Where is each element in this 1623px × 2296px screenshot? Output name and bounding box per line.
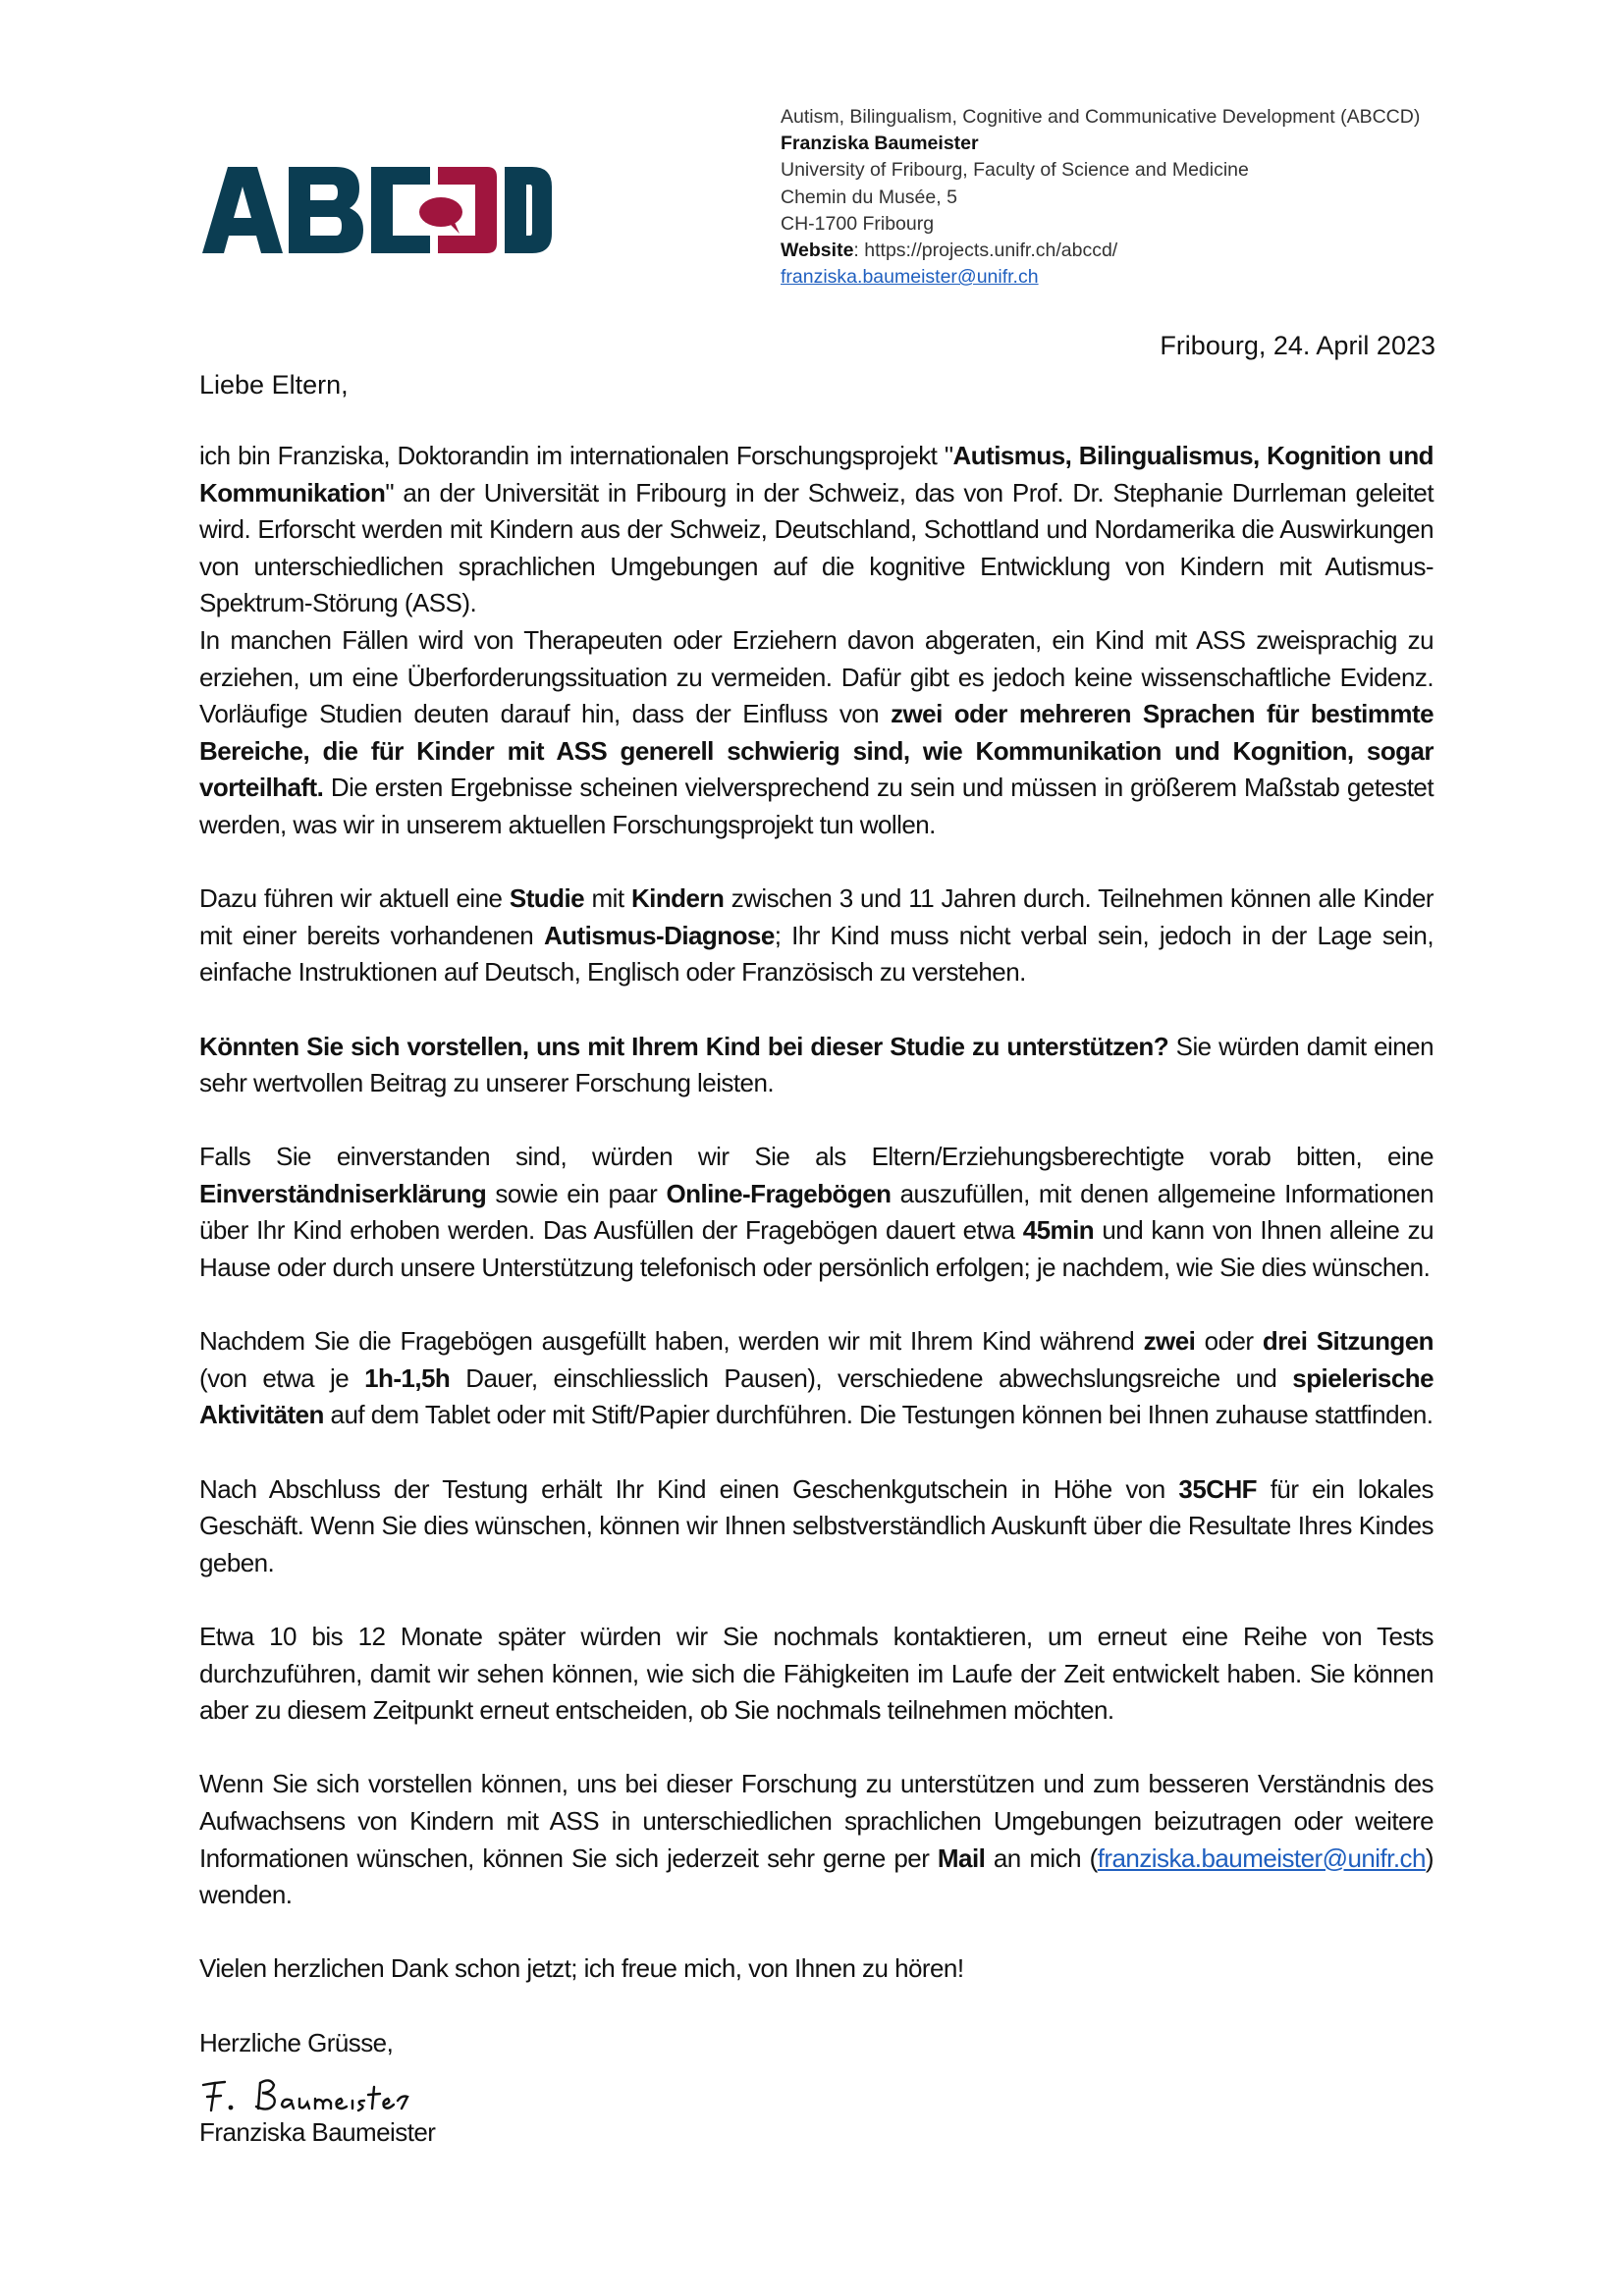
paragraph-contact (199, 1766, 1434, 1913)
signer-name: Franziska Baumeister (199, 2117, 436, 2148)
paragraph-study (199, 881, 1434, 991)
paragraph-sessions (199, 1323, 1434, 1434)
text: für ein lokales Geschäft. Wenn Sie dies wünschen, können wir Ihnen selbstverständlich Auskunft über die Resultate Ihres Kindes geben. (199, 1473, 1434, 1577)
text: Etwa 10 bis 12 Monate später würden wir Sie nochmals kontaktieren, um erneut eine Reihe von Tests durchzuführen, damit wir sehen können, wie sich die Fähigkeiten im Laufe der Zeit entwickelt haben. Sie können aber zu diesem Zeitpunkt erneut entscheiden, ob Sie nochmals teilnehmen möchten. (199, 1622, 1434, 1726)
institution: University of Fribourg, Faculty of Science and Medicine (781, 159, 1249, 182)
emphasis: 35CHF (1178, 1473, 1258, 1504)
paragraph-consent (199, 1139, 1434, 1286)
header-email-link[interactable]: franziska.baumeister@unifr.ch (781, 266, 1039, 289)
closing: Herzliche Grüsse, (199, 2027, 394, 2057)
text: Vielen herzlichen Dank schon jetzt; ich freue mich, von Ihnen zu hören! (199, 1953, 964, 1984)
greeting: Liebe Eltern, (199, 370, 349, 400)
project-title: Autismus, Bilingualismus, Kognition und Kommunikation (199, 441, 1434, 507)
emphasis: zwei oder mehreren Sprachen für bestimmte Bereiche, die für Kinder mit ASS generell schwierig sind, wie Kommunikation und Kognition, sogar vorteilhaft. (199, 699, 1434, 803)
handwritten-signature (199, 2073, 1434, 2116)
text: Dazu führen wir aktuell eine (199, 883, 510, 914)
website-label: Website (781, 240, 854, 262)
emphasis: Kindern (630, 883, 725, 914)
paragraph-intro (199, 438, 1434, 622)
emphasis: 1h-1,5h (364, 1362, 451, 1393)
sender-name: Franziska Baumeister (781, 133, 979, 155)
emphasis: Online-Fragebögen (666, 1178, 892, 1208)
text: Wenn Sie sich vorstellen können, uns bei dieser Forschung zu unterstützen und zum besseren Verständnis des Aufwachsens von Kindern mit ASS in unterschiedlichen sprachlichen Umgebungen beizutragen oder weitere Informationen wünschen, können Sie sich jederzeit sehr gerne per (199, 1769, 1434, 1873)
paragraph-voucher (199, 1471, 1434, 1582)
paragraph-request (199, 1029, 1434, 1102)
text: an mich ( (985, 1842, 1098, 1873)
text: zwischen 3 und 11 Jahren durch. Teilnehmen können alle Kinder mit einer bereits vorhandenen (199, 883, 1434, 950)
text: Die ersten Ergebnisse scheinen vielversprechend zu sein und müssen in größerem Maßstab getestet werden, was wir in unserem aktuellen Forschungsprojekt tun wollen. (199, 773, 1434, 839)
emphasis: drei Sitzungen (1262, 1326, 1434, 1357)
text: Nach Abschluss der Testung erhält Ihr Kind einen Geschenkgutschein in Höhe von (199, 1473, 1179, 1504)
paragraph-thanks (199, 1950, 1434, 1988)
website-url: : https://projects.unifr.ch/abccd/ (853, 240, 1118, 262)
text: mit (584, 883, 631, 914)
emphasis: Autismus-Diagnose (543, 920, 775, 950)
text: Nachdem Sie die Fragebögen ausgefüllt haben, werden wir mit Ihrem Kind während (199, 1326, 1144, 1357)
text: ) wenden. (199, 1842, 1434, 1910)
city-address: CH-1700 Fribourg (781, 212, 935, 235)
text: In manchen Fällen wird von Therapeuten oder Erziehern davon abgeraten, ein Kind mit ASS zweisprachig zu erziehen, um eine Überforderungssituation zu vermeiden. Dafür gibt es jedoch keine wissenschaftliche Evidenz. Vorläufige Studien deuten darauf hin, dass der Einfluss von (199, 624, 1434, 729)
emphasis: 45min (1022, 1215, 1095, 1246)
text: und kann von Ihnen alleine zu Hause oder durch unsere Unterstützung telefonisch oder persönlich erfolgen; je nachdem, wie Sie dies wünschen. (199, 1215, 1434, 1283)
website-line (781, 238, 1420, 264)
emphasis: Mail (937, 1842, 986, 1873)
emphasis: zwei (1143, 1326, 1196, 1357)
text: Sie würden damit einen sehr wertvollen Beitrag zu unserer Forschung leisten. (199, 1031, 1434, 1098)
text: ich bin Franziska, Doktorandin im internationalen Forschungsprojekt " (199, 441, 953, 470)
signature-graphic (199, 2073, 425, 2116)
emphasis: Könnten Sie sich vorstellen, uns mit Ihrem Kind bei dieser Studie zu unterstützen? (199, 1031, 1169, 1061)
text: auszufüllen, mit denen allgemeine Informationen über Ihr Kind erhoben werden. Das Ausfüllen der Fragebögen dauert etwa (199, 1178, 1434, 1246)
text: auf dem Tablet oder mit Stift/Papier durchführen. Die Testungen können bei Ihnen zuhause stattfinden. (323, 1400, 1434, 1430)
text: sowie ein paar (486, 1178, 667, 1208)
text: (von etwa je (199, 1362, 365, 1393)
text: oder (1195, 1326, 1263, 1357)
letterhead-address (781, 104, 1420, 291)
text: ; Ihr Kind muss nicht verbal sein, jedoch in der Lage sein, einfache Instruktionen auf Deutsch, Englisch oder Französisch zu verstehen. (199, 920, 1434, 988)
letter-body (199, 438, 1434, 2148)
paragraph-followup (199, 1619, 1434, 1730)
text: Dauer, einschliesslich Pausen), verschiedene abwechslungsreiche und (450, 1362, 1293, 1393)
text: " an der Universität in Fribourg in der Schweiz, das von Prof. Dr. Stephanie Durrleman geleitet wird. Erforscht werden mit Kindern aus der Schweiz, Deutschland, Schottland und Nordamerika die Auswirkungen von unterschiedlichen sprachlichen Umgebungen auf die kognitive Entwicklung von Kindern mit Autismus-Spektrum-Störung (ASS). (199, 477, 1434, 618)
emphasis: Studie (509, 883, 585, 914)
paragraph-background (199, 622, 1434, 844)
abccd-logo (202, 163, 552, 257)
letter-date: Fribourg, 24. April 2023 (1160, 331, 1435, 360)
emphasis: Einverständniserklärung (199, 1178, 487, 1208)
text: Falls Sie einverstanden sind, würden wir Sie als Eltern/Erziehungsberechtigte vorab bitten, eine (199, 1142, 1434, 1172)
street-address: Chemin du Musée, 5 (781, 186, 957, 208)
emphasis: spielerische Aktivitäten (199, 1362, 1434, 1430)
abccd-logo-graphic (202, 163, 552, 257)
body-email-link[interactable]: franziska.baumeister@unifr.ch (1097, 1842, 1426, 1873)
project-name: Autism, Bilingualism, Cognitive and Communicative Development (ABCCD) (781, 106, 1421, 128)
